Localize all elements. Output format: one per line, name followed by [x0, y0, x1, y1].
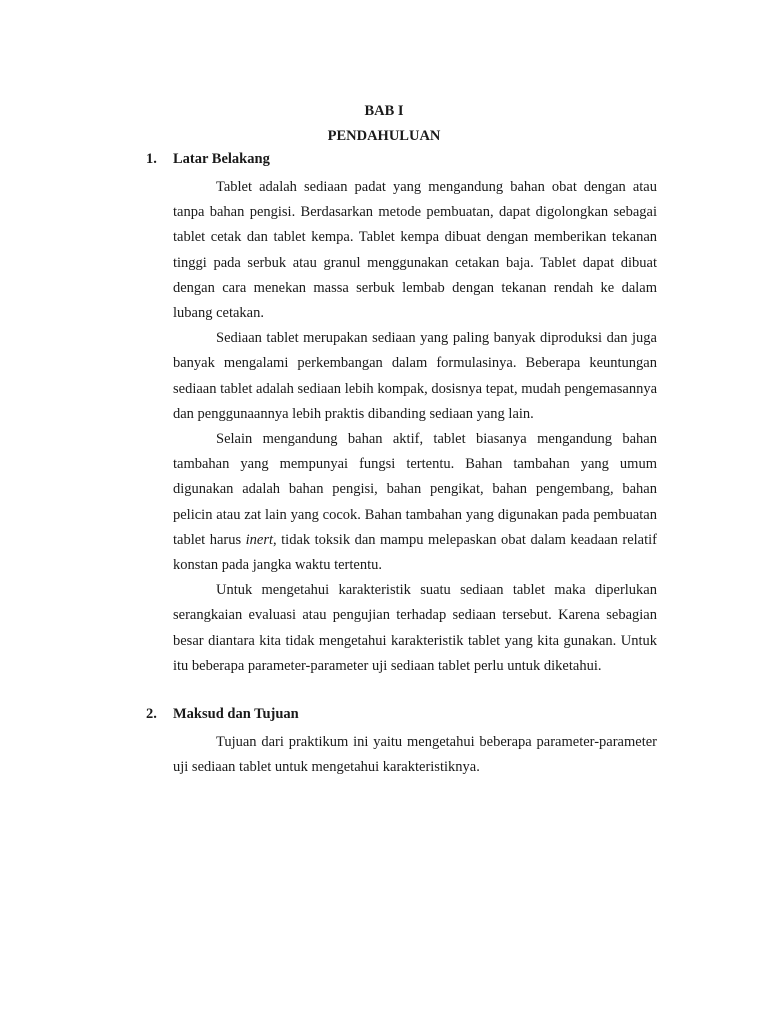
paragraph	[173, 578, 657, 679]
text-run: Tujuan dari praktikum ini yaitu mengetahui beberapa parameter-parameter uji sediaan tablet untuk mengetahui karakteristiknya.	[173, 734, 657, 776]
italic-term: inert	[245, 531, 274, 548]
paragraph	[173, 427, 657, 578]
section-body	[173, 175, 657, 679]
section-title: Maksud dan Tujuan	[173, 706, 299, 722]
section-number: 2.	[146, 706, 157, 722]
chapter-number: BAB I	[364, 103, 404, 119]
section-body	[173, 730, 657, 780]
text-run: Untuk mengetahui karakteristik suatu sediaan tablet maka diperlukan serangkaian evaluasi atau pengujian terhadap sediaan tersebut. Karena sebagian besar diantara kita tidak mengetahui karakteristik tablet yang kita gunakan. Untuk itu beberapa parameter-parameter uji sediaan tablet perlu untuk diketahui.	[173, 582, 657, 674]
text-run: Tablet adalah sediaan padat yang mengandung bahan obat dengan atau tanpa bahan pengisi. Berdasarkan metode pembuatan, dapat digolongkan sebagai tablet cetak dan tablet kempa. Tablet kempa dibuat dengan memberikan tekanan tinggi pada serbuk atau granul menggunakan cetakan baja. Tablet dapat dibuat dengan cara menekan massa serbuk lembab dengan tekanan rendah ke dalam lubang cetakan.	[173, 179, 657, 322]
chapter-title: PENDAHULUAN	[327, 128, 441, 144]
text-run: Sediaan tablet merupakan sediaan yang paling banyak diproduksi dan juga banyak mengalami perkembangan dalam formulasinya. Beberapa keuntungan sediaan tablet adalah sediaan lebih kompak, dosisnya tepat, mudah pengemasannya dan penggunaannya lebih praktis dibanding sediaan yang lain.	[173, 330, 657, 422]
paragraph	[173, 730, 657, 780]
paragraph	[173, 326, 657, 427]
paragraph	[173, 175, 657, 326]
section-number: 1.	[146, 151, 157, 167]
text-run: , tidak toksik dan mampu melepaskan obat dalam keadaan relatif konstan pada jangka waktu tertentu.	[173, 531, 657, 574]
text-run: Selain mengandung bahan aktif, tablet biasanya mengandung bahan tambahan yang mempunyai fungsi tertentu. Bahan tambahan yang umum digunakan adalah bahan pengisi, bahan pengikat, bahan pengembang, bahan pelicin atau zat lain yang cocok. Bahan tambahan yang digunakan pada pembuatan tablet harus	[173, 431, 657, 548]
section-title: Latar Belakang	[173, 151, 270, 167]
